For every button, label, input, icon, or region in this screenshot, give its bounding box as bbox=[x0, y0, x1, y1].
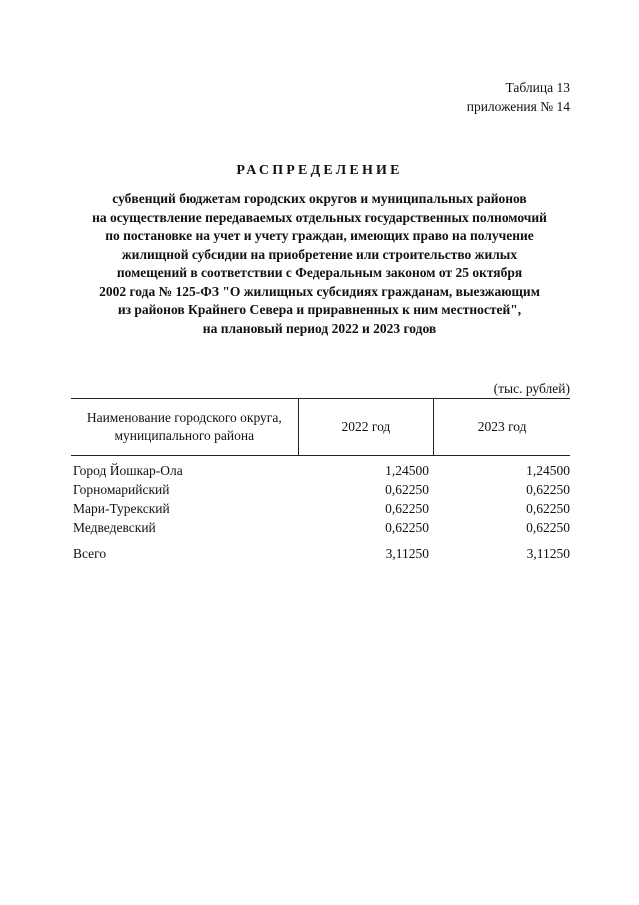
header-year-2022: 2022 год bbox=[299, 399, 435, 455]
distribution-table bbox=[71, 398, 570, 563]
subtitle-line: по постановке на учет и учету граждан, имеющих право на получение bbox=[105, 228, 534, 243]
subtitle-line: 2002 года № 125-ФЗ "О жилищных субсидиях гражданам, выезжающим bbox=[99, 283, 540, 299]
subtitle-line: субвенций бюджетам городских округов и муниципальных районов bbox=[112, 191, 527, 206]
row-name: Мари-Турекский bbox=[73, 501, 170, 516]
subtitle-line: на осуществление передаваемых отдельных государственных полномочий bbox=[92, 209, 547, 225]
table-reference bbox=[467, 78, 570, 116]
row-value-2023: 0,62250 bbox=[526, 520, 570, 535]
appendix-number: приложения № 14 bbox=[466, 99, 570, 114]
subtitle-line: жилищной субсидии на приобретение или строительство жилых bbox=[121, 246, 518, 262]
table-number: Таблица 13 bbox=[505, 80, 570, 95]
row-name: Город Йошкар-Ола bbox=[73, 463, 183, 478]
table-row bbox=[71, 480, 570, 499]
row-name: Горномарийский bbox=[73, 482, 170, 497]
table-body bbox=[71, 456, 570, 563]
row-value-2023: 0,62250 bbox=[526, 501, 570, 516]
total-label: Всего bbox=[73, 546, 107, 561]
row-value-2023: 0,62250 bbox=[526, 482, 570, 497]
subtitle-line: помещений в соответствии с Федеральным законом от 25 октября bbox=[116, 265, 523, 280]
row-value-2022: 0,62250 bbox=[385, 520, 429, 535]
subtitle-line: из районов Крайнего Севера и приравненных к ним местностей", bbox=[117, 302, 522, 317]
units-label: (тыс. рублей) bbox=[493, 381, 570, 396]
header-name: Наименование городского округа, муниципального района bbox=[71, 399, 299, 455]
table-row bbox=[71, 518, 570, 537]
row-value-2022: 0,62250 bbox=[385, 482, 429, 497]
row-value-2023: 1,24500 bbox=[526, 463, 570, 478]
document-title: РАСПРЕДЕЛЕНИЕ bbox=[236, 163, 403, 178]
table-row bbox=[71, 499, 570, 518]
row-name: Медведевский bbox=[73, 520, 156, 535]
total-value-2022: 3,11250 bbox=[385, 546, 429, 561]
row-value-2022: 1,24500 bbox=[385, 463, 429, 478]
table-header bbox=[71, 398, 570, 456]
table-row bbox=[71, 461, 570, 480]
total-row bbox=[71, 544, 570, 563]
header-year-2023: 2023 год bbox=[477, 419, 527, 434]
row-value-2022: 0,62250 bbox=[385, 501, 429, 516]
total-value-2023: 3,11250 bbox=[526, 546, 570, 561]
subtitle-line: на плановый период 2022 и 2023 годов bbox=[202, 320, 437, 336]
document-subtitle bbox=[60, 190, 579, 338]
